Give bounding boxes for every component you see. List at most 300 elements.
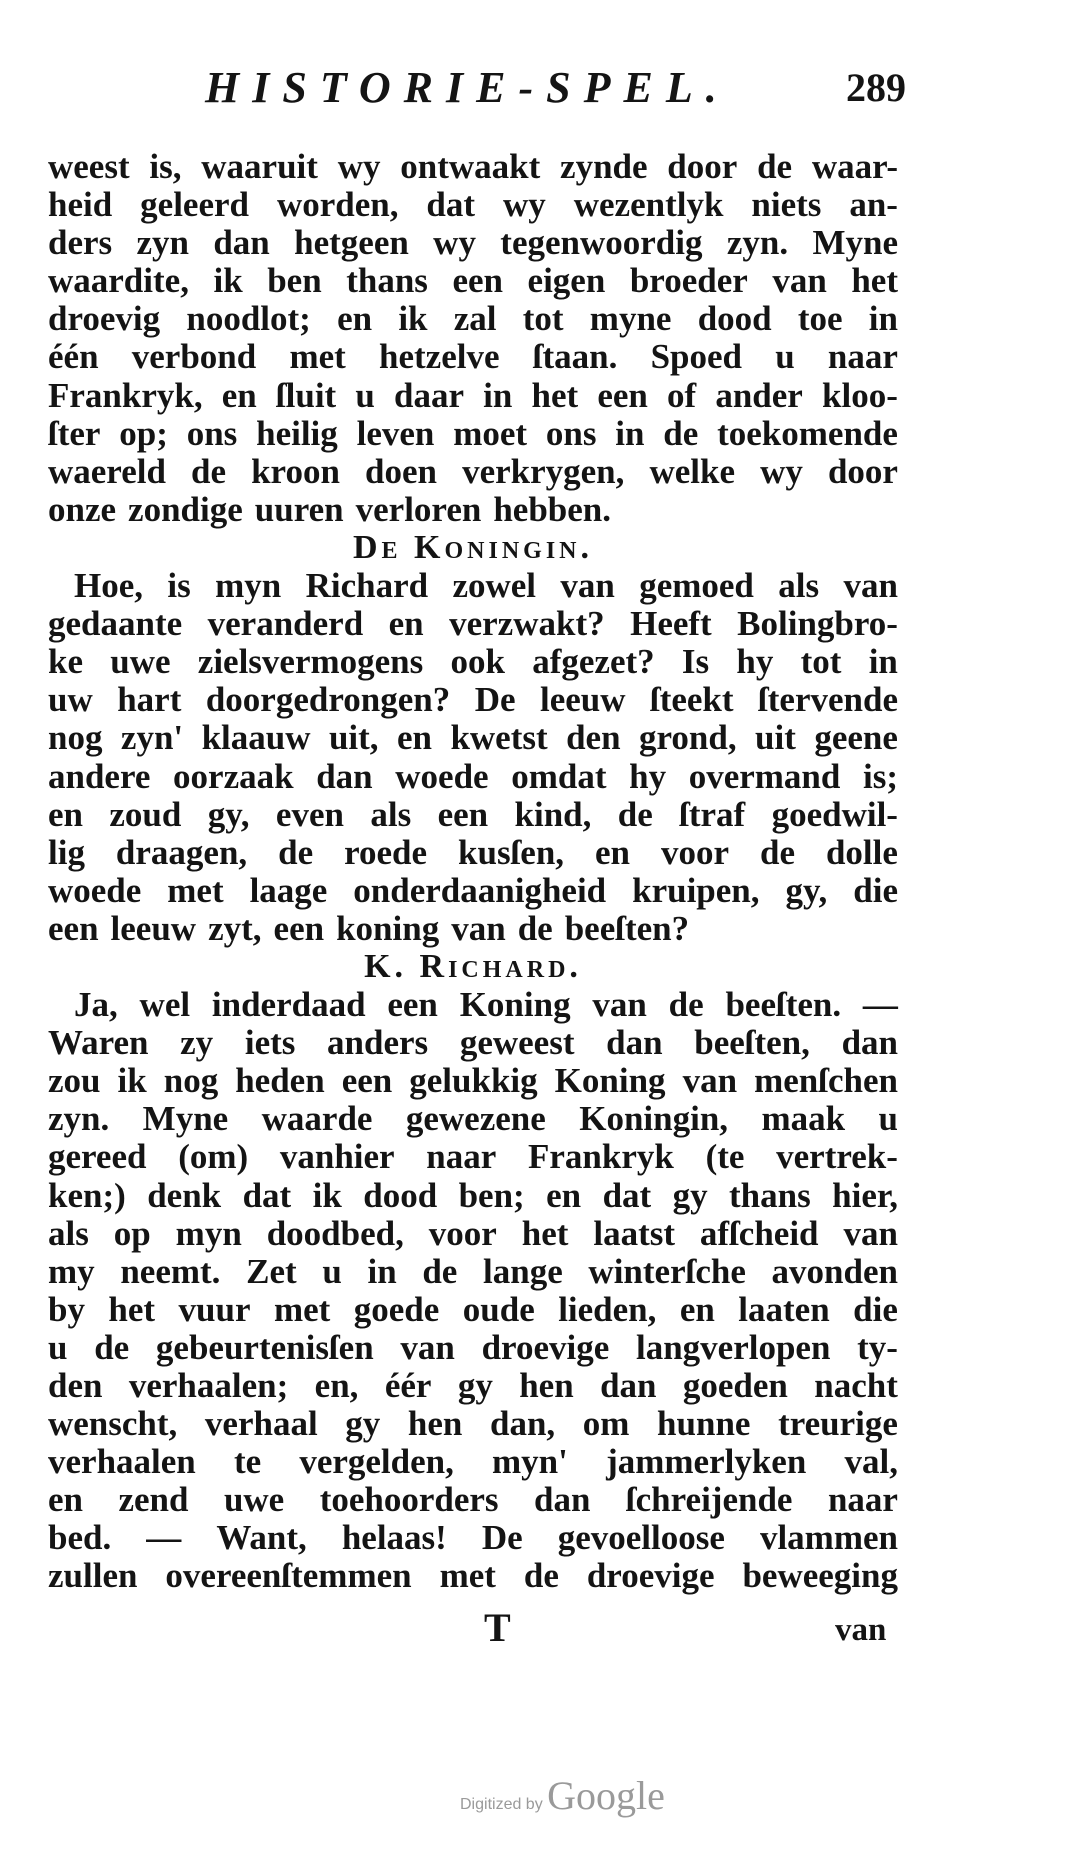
text-line xyxy=(48,986,898,1024)
word: lieden, xyxy=(558,1289,657,1329)
word: vergelden, xyxy=(299,1442,454,1482)
text-line xyxy=(48,415,898,453)
word: zyn xyxy=(136,223,189,263)
word: helaas! xyxy=(341,1518,447,1558)
word: oorzaak xyxy=(173,756,294,796)
word: noodlot; xyxy=(186,299,311,339)
text-line xyxy=(48,338,898,376)
word: is, xyxy=(149,147,182,186)
word: Myne xyxy=(142,1099,229,1139)
word: draagen, xyxy=(115,832,248,872)
digitized-watermark xyxy=(460,1772,665,1819)
word: verhaalen; xyxy=(128,1366,289,1405)
word: in xyxy=(868,299,898,339)
text-line xyxy=(48,491,898,529)
word: dan, xyxy=(489,1404,556,1444)
word: Heeft xyxy=(630,604,712,644)
word: hart xyxy=(117,680,182,720)
word: hier, xyxy=(832,1175,898,1215)
word: laatst xyxy=(593,1213,675,1253)
word: door xyxy=(667,147,738,186)
text-line xyxy=(48,872,898,910)
word: Koning xyxy=(554,1061,666,1101)
word: dat xyxy=(242,1175,292,1215)
word: toe xyxy=(797,299,843,339)
word: verkrygen, xyxy=(462,451,625,491)
word: heden xyxy=(235,1061,325,1101)
word: naar xyxy=(426,1137,497,1177)
word: wel xyxy=(139,985,191,1025)
text-line xyxy=(48,453,898,491)
word: beeſten? xyxy=(564,908,690,948)
text-line xyxy=(48,148,898,186)
word: ook xyxy=(450,642,505,682)
word: afſcheid xyxy=(699,1213,819,1253)
word: ſchreijende xyxy=(625,1480,793,1520)
word: uuren xyxy=(254,489,344,529)
text-line xyxy=(48,796,898,834)
word: zal xyxy=(453,299,497,339)
word: in xyxy=(483,375,513,415)
word: onderdaanigheid xyxy=(353,870,607,910)
speaker-heading: De Koningin. xyxy=(352,528,594,566)
word: tot xyxy=(522,299,564,339)
word: en xyxy=(337,299,373,339)
text-line xyxy=(48,1177,898,1215)
word: dan xyxy=(316,756,373,796)
word: van xyxy=(451,908,506,948)
catchword: van xyxy=(835,1612,887,1648)
word: beweeging xyxy=(742,1556,898,1596)
word: dat xyxy=(602,1175,652,1215)
word: afgezet? xyxy=(532,642,655,682)
word: beeſten, xyxy=(694,1023,810,1063)
text-line xyxy=(48,1291,898,1329)
text-line xyxy=(48,605,898,643)
word: dan xyxy=(213,223,270,263)
word: kruipen, xyxy=(632,870,760,910)
word: met xyxy=(289,337,346,377)
word: even xyxy=(275,794,344,834)
word: grond, xyxy=(639,718,737,758)
word: met xyxy=(273,1289,331,1329)
word: Koning xyxy=(459,985,571,1025)
word: zyn. xyxy=(726,223,789,263)
word: ſtraf xyxy=(679,794,746,834)
word: gevoelloose xyxy=(557,1518,725,1558)
word: een xyxy=(452,261,504,301)
word: uit, xyxy=(328,718,379,758)
word: nacht xyxy=(814,1366,898,1405)
word: en, xyxy=(314,1366,359,1405)
word: ik xyxy=(312,1175,342,1215)
watermark-brand: Google xyxy=(547,1773,665,1818)
word: uwe xyxy=(223,1480,285,1520)
word: de xyxy=(517,908,553,948)
word: de xyxy=(617,794,653,834)
word: in xyxy=(615,413,645,453)
word: Zet xyxy=(246,1251,297,1291)
word: dood xyxy=(697,299,772,339)
word: een xyxy=(437,794,489,834)
word: De xyxy=(474,680,516,720)
word: hetzelve xyxy=(379,337,500,377)
word: ben; xyxy=(458,1175,525,1215)
word: zyn' xyxy=(120,718,184,758)
text-line xyxy=(48,1024,898,1062)
word: verbond xyxy=(131,337,257,377)
word: laaten xyxy=(738,1289,830,1329)
word: zondige xyxy=(128,489,243,529)
word: weest xyxy=(48,147,130,186)
word: doorgedrongen? xyxy=(205,680,451,720)
word: by xyxy=(48,1289,85,1329)
word: ons xyxy=(186,413,238,453)
word: maak xyxy=(761,1099,846,1139)
word: of xyxy=(667,375,697,415)
word: en xyxy=(595,832,631,872)
word: waaruit xyxy=(201,147,318,186)
word: naar xyxy=(827,337,898,377)
word: myne xyxy=(589,299,672,339)
text-line xyxy=(48,719,898,757)
word: ſtervende xyxy=(758,680,898,720)
word: de xyxy=(94,1327,130,1367)
word: vlammen xyxy=(759,1518,898,1558)
watermark-prefix: Digitized by xyxy=(460,1796,543,1813)
word: die xyxy=(853,870,898,910)
text-body xyxy=(48,148,898,1596)
word: met xyxy=(167,870,224,910)
word: langverlopen xyxy=(635,1327,831,1367)
word: verzwakt? xyxy=(449,604,605,644)
text-line xyxy=(48,224,898,262)
word: droevige xyxy=(586,1556,715,1596)
word: ik xyxy=(398,299,428,339)
word: ſluit xyxy=(275,375,337,415)
word: en xyxy=(48,1480,83,1520)
word: hetgeen xyxy=(294,223,409,263)
word: Koningin, xyxy=(579,1099,729,1139)
word: wy xyxy=(337,147,381,186)
word: het xyxy=(108,1289,156,1329)
word: in xyxy=(868,642,898,682)
word: als xyxy=(778,566,820,606)
word: leeuw xyxy=(539,680,626,720)
word: val, xyxy=(844,1442,898,1482)
word: winterſche xyxy=(588,1251,746,1291)
word: veranderd xyxy=(207,604,364,644)
word: ken;) xyxy=(48,1175,126,1215)
text-line xyxy=(48,1253,898,1291)
text-line xyxy=(48,834,898,872)
word: waarde xyxy=(261,1099,373,1139)
word: omdat xyxy=(511,756,607,796)
word: wenscht, xyxy=(48,1404,178,1444)
word: zullen xyxy=(48,1556,138,1596)
word: de xyxy=(757,147,793,186)
word: bed. xyxy=(48,1518,112,1558)
word: Frankryk, xyxy=(48,375,203,415)
word: iets xyxy=(244,1023,296,1063)
word: heid xyxy=(48,185,113,225)
word: vanhier xyxy=(279,1137,395,1177)
word: en xyxy=(388,604,424,644)
signature-mark: T xyxy=(484,1605,511,1650)
page-number: 289 xyxy=(846,65,906,110)
word: het xyxy=(521,1213,569,1253)
text-line xyxy=(48,377,898,415)
word: van xyxy=(843,1213,898,1253)
word: éér xyxy=(384,1366,432,1405)
text-line xyxy=(48,1367,898,1405)
text-line xyxy=(48,1329,898,1367)
word: Want, xyxy=(216,1518,307,1558)
word: Frankryk xyxy=(528,1137,674,1177)
word: uwe xyxy=(110,642,171,682)
word: dan xyxy=(841,1023,898,1063)
word: overmand xyxy=(688,756,841,796)
word: kusſen, xyxy=(458,832,565,872)
running-title: HISTORIE-SPEL. xyxy=(205,63,730,112)
word: (te xyxy=(705,1137,745,1177)
word: ben xyxy=(267,261,322,301)
word: uit xyxy=(755,718,796,758)
word: vertrek- xyxy=(776,1137,898,1177)
word: van xyxy=(592,985,647,1025)
word: een xyxy=(273,908,325,948)
word: van xyxy=(682,1061,738,1101)
word: de xyxy=(523,1556,559,1596)
word: naar xyxy=(827,1480,898,1520)
word: niets xyxy=(751,185,822,225)
word: den xyxy=(566,718,621,758)
word: daar xyxy=(394,375,464,415)
word: als xyxy=(370,794,412,834)
word: inderdaad xyxy=(211,985,366,1025)
word: hen xyxy=(519,1366,574,1405)
word: heilig xyxy=(256,413,338,453)
word: verhaalen xyxy=(48,1442,196,1482)
word: Ja, xyxy=(74,985,118,1025)
word: één xyxy=(48,337,99,377)
word: toekomende xyxy=(717,413,898,453)
word: een xyxy=(48,908,99,948)
text-line xyxy=(48,567,898,605)
word: goeden xyxy=(682,1366,788,1405)
word: waereld xyxy=(48,451,166,491)
word: hen xyxy=(407,1404,463,1444)
word: hy xyxy=(736,642,774,682)
word: zowel xyxy=(452,566,537,606)
word: zy xyxy=(180,1023,214,1063)
word: zou xyxy=(48,1061,101,1101)
word: van xyxy=(560,566,615,606)
word: uw xyxy=(48,680,93,720)
word: een xyxy=(387,985,438,1025)
word: De xyxy=(481,1518,523,1558)
word: en xyxy=(397,718,432,758)
word: ander xyxy=(715,375,803,415)
page-header xyxy=(0,62,1080,118)
word: neemt. xyxy=(120,1251,221,1291)
word: Richard xyxy=(305,566,429,606)
word: gy, xyxy=(785,870,828,910)
word: ſteekt xyxy=(649,680,734,720)
word: worden, xyxy=(276,185,399,225)
word: van xyxy=(843,566,898,606)
text-line xyxy=(48,681,898,719)
word: waar- xyxy=(811,147,898,186)
word: kloo- xyxy=(822,375,898,415)
word: om xyxy=(582,1404,630,1444)
text-line xyxy=(48,1481,898,1519)
word: geene xyxy=(814,718,898,758)
word: Myne xyxy=(812,223,898,263)
word: broeder xyxy=(629,261,748,301)
word: gy xyxy=(345,1404,381,1444)
word: toehoorders xyxy=(319,1480,499,1520)
word: (om) xyxy=(178,1137,249,1177)
word: treurige xyxy=(778,1404,898,1444)
word: hebben. xyxy=(493,489,612,529)
word: de xyxy=(278,832,314,872)
word: woede xyxy=(48,870,142,910)
word: ſter xyxy=(48,413,101,453)
word: overeenſtemmen xyxy=(165,1556,412,1596)
word: gy xyxy=(672,1175,708,1215)
word: ik xyxy=(117,1061,147,1101)
word: gedaante xyxy=(48,604,183,644)
word: menſchen xyxy=(754,1061,898,1101)
word: welke xyxy=(649,451,736,491)
word: — xyxy=(146,1518,182,1558)
word: anders xyxy=(327,1023,429,1063)
word: wy xyxy=(760,451,803,491)
word: lig xyxy=(48,832,85,872)
word: myn xyxy=(215,566,282,606)
word: zynde xyxy=(560,147,648,186)
word: wezentlyk xyxy=(573,185,724,225)
word: het xyxy=(851,261,898,301)
text-line xyxy=(48,1443,898,1481)
word: droevige xyxy=(481,1327,610,1367)
word: tot xyxy=(800,642,842,682)
word: waardite, xyxy=(48,261,189,301)
speaker-heading: K. Richard. xyxy=(364,947,582,985)
word: tegenwoordig xyxy=(500,223,703,263)
word: goedwil- xyxy=(771,794,898,834)
word: laage xyxy=(249,870,328,910)
word: vuur xyxy=(178,1289,251,1329)
word: dolle xyxy=(825,832,898,872)
word: eigen xyxy=(527,261,606,301)
word: moet xyxy=(453,413,528,453)
word: dat xyxy=(426,185,476,225)
word: verloren xyxy=(355,489,482,529)
text-line xyxy=(48,1215,898,1253)
word: thans xyxy=(346,261,428,301)
word: ders xyxy=(48,223,113,263)
word: voor xyxy=(428,1213,497,1253)
word: te xyxy=(233,1442,262,1482)
word: droevig xyxy=(48,299,161,339)
word: roede xyxy=(344,832,428,872)
word: u xyxy=(878,1099,898,1139)
word: koning xyxy=(336,908,440,948)
word: hunne xyxy=(657,1404,751,1444)
word: een xyxy=(597,375,648,415)
word: goede xyxy=(353,1289,440,1329)
word: u xyxy=(48,1327,68,1367)
word: als xyxy=(48,1213,89,1253)
word: wy xyxy=(433,223,476,263)
word: wy xyxy=(503,185,546,225)
text-line xyxy=(48,910,898,948)
word: het xyxy=(531,375,579,415)
word: van xyxy=(400,1327,455,1367)
word: zoud xyxy=(109,794,182,834)
word: thans xyxy=(729,1175,811,1215)
word: oude xyxy=(462,1289,535,1329)
word: myn xyxy=(175,1213,242,1253)
text-line xyxy=(48,643,898,681)
word: zielsvermogens xyxy=(197,642,424,682)
word: ons xyxy=(545,413,597,453)
word: en xyxy=(546,1175,582,1215)
word: zend xyxy=(118,1480,189,1520)
word: geleerd xyxy=(140,185,249,225)
word: u xyxy=(775,337,795,377)
word: gy, xyxy=(207,794,250,834)
word: nog xyxy=(163,1061,219,1101)
word: nog xyxy=(48,718,103,758)
word: gemoed xyxy=(639,566,754,606)
word: Spoed xyxy=(650,337,742,377)
word: die xyxy=(853,1289,898,1329)
word: u xyxy=(355,375,375,415)
word: de xyxy=(663,413,699,453)
word: gelukkig xyxy=(409,1061,538,1101)
word: ſtaan. xyxy=(532,337,618,377)
word: en xyxy=(221,375,257,415)
word: ik xyxy=(213,261,243,301)
word: is; xyxy=(862,756,898,796)
word: de xyxy=(760,832,795,872)
word: zyt, xyxy=(208,908,262,948)
text-line xyxy=(48,1519,898,1557)
word: in xyxy=(367,1251,397,1291)
word: gereed xyxy=(48,1137,147,1177)
word: kwetst xyxy=(450,718,548,758)
word: de xyxy=(422,1251,458,1291)
text-line xyxy=(48,1405,898,1443)
word: leeuw xyxy=(110,908,197,948)
word: verhaal xyxy=(204,1404,318,1444)
word: doen xyxy=(365,451,437,491)
word: u xyxy=(322,1251,342,1291)
word: de xyxy=(191,451,227,491)
word: myn' xyxy=(492,1442,568,1482)
word: ontwaakt xyxy=(400,147,541,186)
word: beeſten. xyxy=(725,985,842,1025)
word: onze xyxy=(48,489,117,529)
text-line xyxy=(48,1100,898,1138)
word: klaauw xyxy=(201,718,311,758)
word: — xyxy=(862,985,898,1025)
word: jammerlyken xyxy=(606,1442,807,1482)
text-line xyxy=(48,758,898,796)
